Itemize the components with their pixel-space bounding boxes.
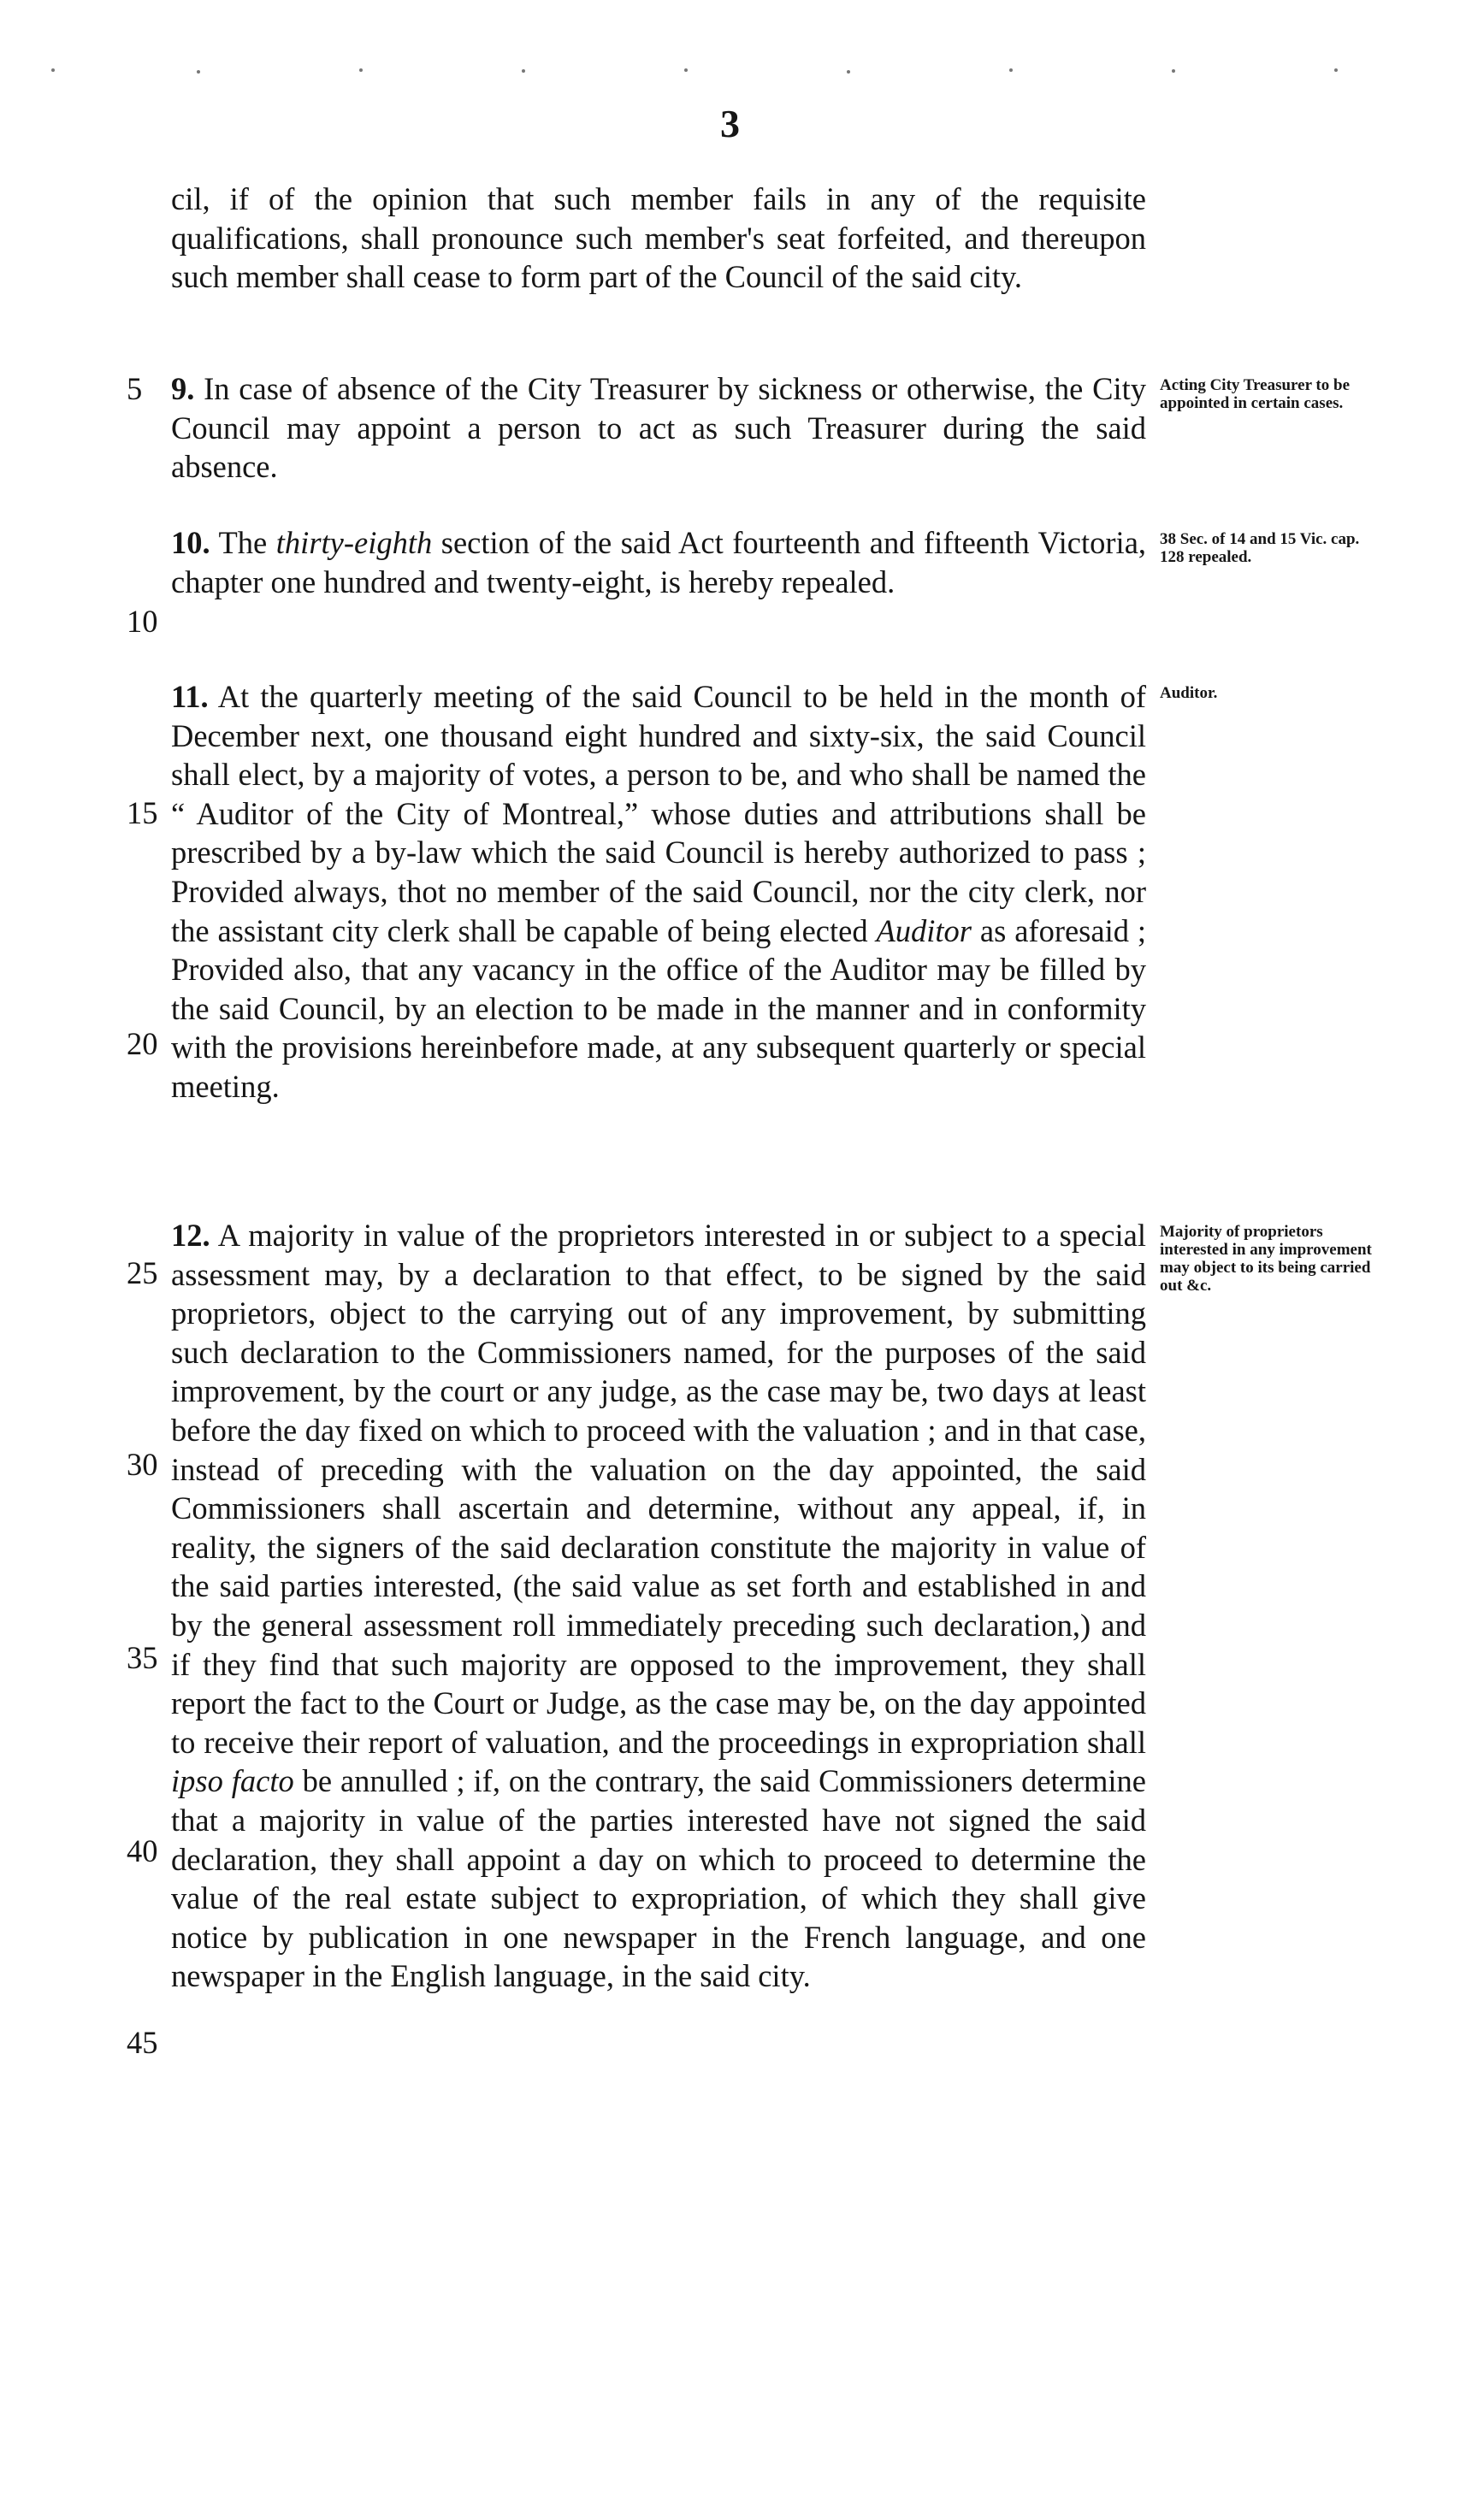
section-10-paragraph (171, 523, 1146, 601)
section-12-text-before: A majority in value of the proprietors interested in or subject to a special assessment may, by a declaration to that effect, to be signed by the said proprietors, object to the carrying out of any improvement, by submitting such declaration to the Commissioners named, for the purposes of the said improvement, by the court or any judge, as the case may be, two days at least before the day fixed on which to proceed with the valuation ; and in that case, instead of preceding with the valuation on the day appointed, the said Commissioners shall ascertain and determine, without any appeal, if, in reality, the signers of the said declaration constitute the majority in value of the said parties interested, (the said value as set forth and established in and by the general assessment roll immediately preceding such declaration,) and if they find that such majority are opposed to the improvement, they shall report the fact to the Court or Judge, as the case may be, on the day appointed to receive their report of valuation, and the proceedings in expropriation shall (171, 1218, 1146, 1760)
section-10-text-after: section of the said Act fourteenth and fifteenth Victoria, chapter one hundred and twenty-eight, is hereby repealed. (171, 525, 1147, 599)
section-9-number: 9. (171, 371, 195, 406)
section-11-italic-term: Auditor (876, 912, 972, 948)
line-number: 5 (127, 371, 143, 406)
section-10-number: 10. (171, 525, 210, 560)
line-number: 35 (127, 1640, 158, 1675)
section-11-text-before: At the quarterly meeting of the said Council to be held in the month of December next, one thousand eight hundred and sixty-six, the said Council shall elect, by a majority of votes, a person to be, and who shall be named the “ Auditor of the City of Montreal,” whose duties and attributions shall be prescribed by a by-law which the said Council is hereby authorized to pass ; Provided always, thot no member of the said Council, nor the city clerk, nor the assistant city clerk shall be capable of being elected (171, 679, 1146, 948)
sidenote-majority-proprietors: Majority of proprietors interested in any improvement may object to its being carried out &c. (1160, 1223, 1372, 1295)
section-9-text: In case of absence of the City Treasurer by sickness or otherwise, the City Council may appoint a person to act as such Treasurer during the said absence. (171, 371, 1147, 485)
section-10-text-before: The (218, 525, 268, 560)
line-number: 30 (127, 1447, 158, 1482)
section-12-number: 12. (171, 1218, 210, 1253)
section-9-paragraph (171, 369, 1146, 487)
continuation-paragraph: cil, if of the opinion that such member fails in any of the requisite qualifications, shall pronounce such member's seat forfeited, and thereupon such member shall cease to form part of the Council of the said city. (171, 181, 1146, 295)
line-number: 20 (127, 1026, 158, 1061)
line-number: 45 (127, 2025, 158, 2060)
section-11-paragraph (171, 677, 1146, 1107)
line-number: 15 (127, 795, 158, 830)
section-12-italic-term: ipso facto (171, 1763, 294, 1799)
line-number: 25 (127, 1255, 158, 1290)
line-number: 10 (127, 604, 158, 639)
line-number: 40 (127, 1833, 158, 1868)
sidenote-acting-treasurer: Acting City Treasurer to be appointed in certain cases. (1160, 376, 1350, 412)
section-10-italic-term: thirty-eighth (275, 525, 433, 560)
page-number: 3 (720, 102, 740, 145)
sidenote-auditor: Auditor. (1160, 684, 1218, 702)
section-12-paragraph (171, 1216, 1146, 1996)
section-12-text-after: be annulled ; if, on the contrary, the said Commissioners determine that a majority in value of the parties interested have not signed the said declaration, they shall appoint a day on which to proceed to determine the value of the real estate subject to expropriation, of which they shall give notice by publication in one newspaper in the French language, and one newspaper in the English language, in the said city. (171, 1763, 1147, 1994)
section-11-text-after: as aforesaid ; Provided also, that any vacancy in the office of the Auditor may be filled by the said Council, by an election to be made in the manner and in conformity with the provisions hereinbefore made, at any subsequent quarterly or special meeting. (171, 912, 1146, 1104)
section-11-number: 11. (171, 679, 209, 714)
sidenote-section-repealed: 38 Sec. of 14 and 15 Vic. cap. 128 repealed. (1160, 530, 1360, 566)
